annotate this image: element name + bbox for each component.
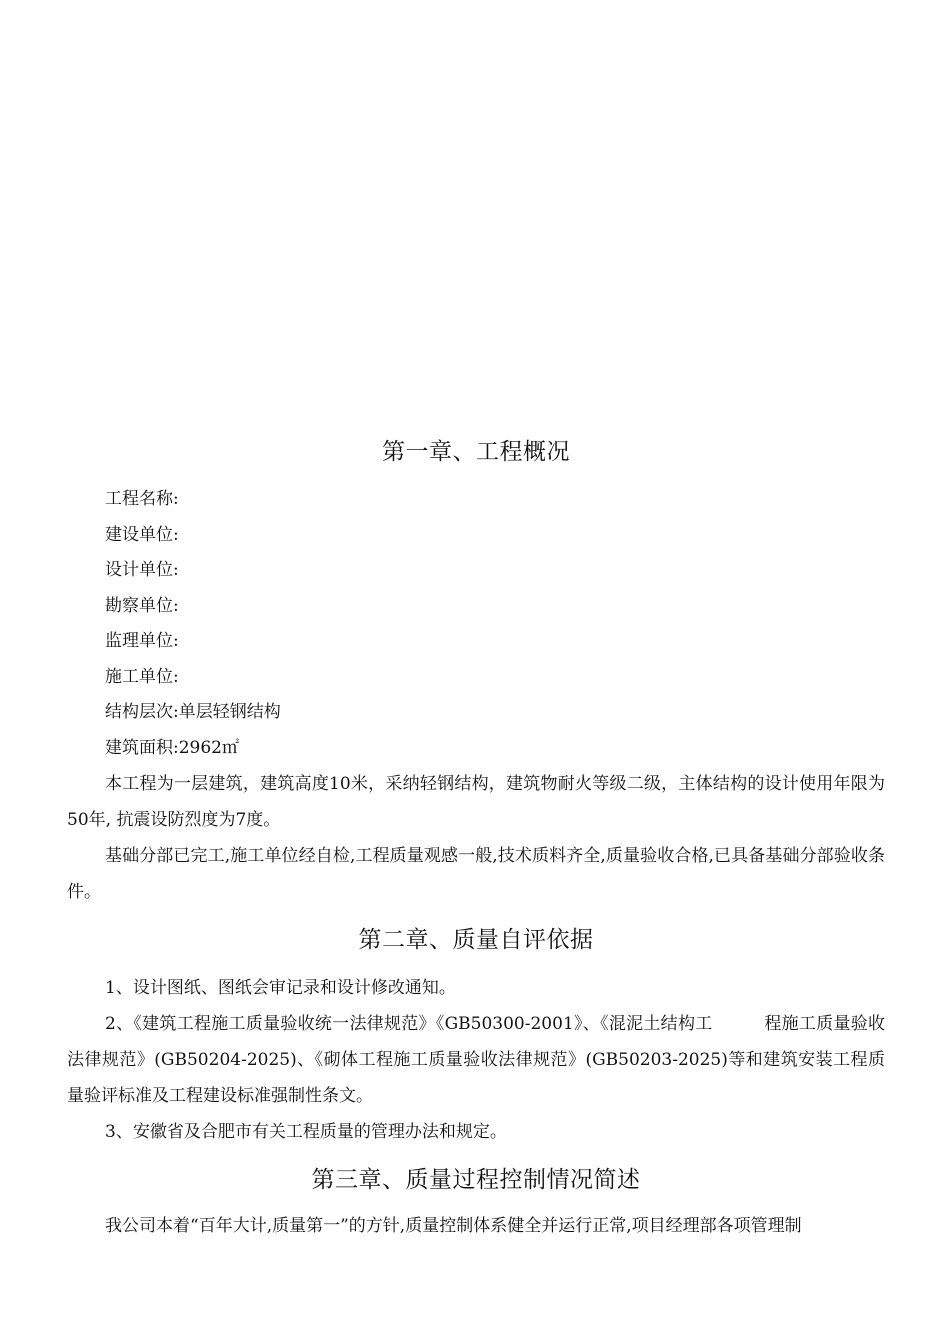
- chapter-1-title: 第一章、工程概况: [382, 439, 570, 465]
- field-construction-unit: 建设单位:: [105, 524, 179, 545]
- basis-item-3: 3、安徽省及合肥市有关工程质量的管理办法和规定。: [105, 1122, 507, 1142]
- project-info-fields: [67, 482, 885, 766]
- basis-item-1: 1、设计图纸、图纸会审记录和设计修改通知。: [105, 978, 456, 998]
- field-structure-type: 结构层次:单层轻钢结构: [105, 702, 281, 722]
- field-survey-unit: 勘察单位:: [105, 595, 179, 616]
- basis-item-2: 2、《建筑工程施工质量验收统一法律规范》《GB50300-2001》、《混泥土结构工 程施工质量验收法律规范》(GB50204-2025)、《砌体工程施工质量验收法律规范》(GB50203-2025)等和建筑安装工程质量验评标准及工程建设标准强制性条文。: [67, 1014, 885, 1106]
- project-description-paragraph: 本工程为一层建筑，建筑高度10米，采纳轻钢结构，建筑物耐火等级二级，主体结构的设计使用年限为50年, 抗震设防烈度为7度。: [67, 774, 885, 830]
- foundation-status-paragraph: 基础分部已完工,施工单位经自检,工程质量观感一般,技术质料齐全,质量验收合格,已具备基础分部验收条件。: [67, 846, 885, 902]
- field-contractor-unit: 施工单位:: [105, 666, 179, 687]
- field-project-name: 工程名称:: [105, 489, 179, 509]
- field-supervision-unit: 监理单位:: [105, 631, 179, 651]
- quality-control-paragraph: 我公司本着“百年大计,质量第一”的方针,质量控制体系健全并运行正常,项目经理部各项管理制: [105, 1216, 802, 1236]
- chapter-2-title: 第二章、质量自评依据: [358, 927, 594, 953]
- field-design-unit: 设计单位:: [105, 560, 179, 580]
- document-content: [67, 430, 885, 1244]
- field-building-area: 建筑面积:2962㎡: [105, 737, 239, 758]
- chapter-3-title: 第三章、质量过程控制情况简述: [311, 1167, 641, 1193]
